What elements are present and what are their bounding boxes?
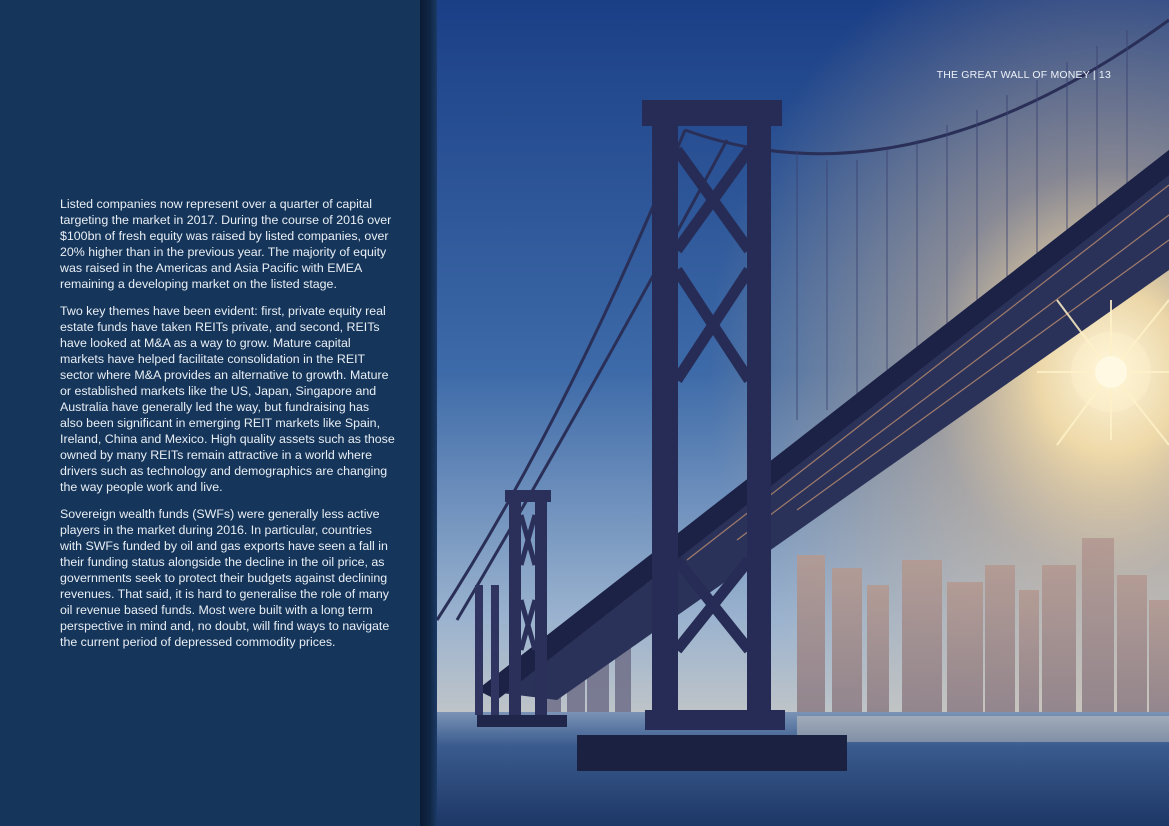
paragraph-sovereign-wealth: Sovereign wealth funds (SWFs) were generally less active players in the market during 2016. In particular, countries with SWFs funded by oil and gas exports have seen a fall in their funding status alongside the decline in the oil price, as governments seek to protect their budgets against declining revenues. That said, it is hard to generalise the role of many oil revenue based funds. Most were built with a long term perspective in mind and, no doubt, will find ways to navigate the current period of depressed commodity prices. xyxy=(60,507,390,649)
running-head: THE GREAT WALL OF MONEY | 13 xyxy=(936,69,1111,81)
bridge-skyline-photo xyxy=(437,0,1169,826)
page-gutter xyxy=(420,0,437,826)
text-panel xyxy=(0,0,420,826)
body-text xyxy=(60,196,395,661)
paragraph-key-themes: Two key themes have been evident: first, private equity real estate funds have taken REITs private, and second, REITs have looked at M&A as a way to grow. Mature capital markets have helped facilitate consolidation in the REIT sector where M&A provides an alternative to growth. Mature or established markets like the US, Japan, Singapore and Australia have generally led the way, but fundraising has also been significant in emerging REIT markets like Spain, Ireland, China and Mexico. High quality assets such as those owned by many REITs remain attractive in a world where drivers such as technology and demographics are changing the way people work and live. xyxy=(60,304,395,494)
paragraph-listed-companies: Listed companies now represent over a quarter of capital targeting the market in 2017. During the course of 2016 over $100bn of fresh equity was raised by listed companies, over 20% higher than in the previous year. The majority of equity was raised in the Americas and Asia Pacific with EMEA remaining a developing market on the listed stage. xyxy=(60,197,392,291)
bridge-skyline-illustration xyxy=(437,0,1169,826)
